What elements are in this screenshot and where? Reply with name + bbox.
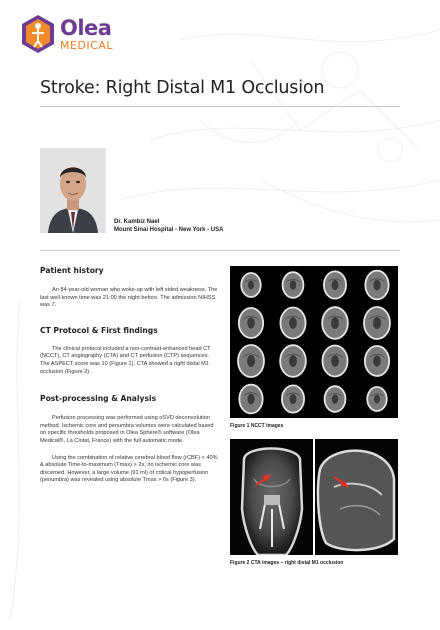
ncct-image-grid: [230, 266, 398, 418]
ncct-slice: [364, 307, 390, 339]
cta-coronal-view: [230, 439, 313, 555]
ncct-slice: [283, 272, 304, 298]
author-photo: [40, 148, 106, 233]
ncct-slice: [280, 308, 305, 339]
section-paragraph: Using the combination of relative cerebral blood flow (rCBF) < 40% & absolute Time-to-maximum (Tmax) > 2s, no ischemic core was discerned. However, a large volume (91 ml) of critical hypoperfusion (penumbra) was revealed using absolute Tmax > 6s (Figure 3).: [40, 454, 218, 484]
logo-subtitle: MEDICAL: [60, 38, 113, 52]
section-paragraph: An 84-year-old woman who woke-up with left sided weakness. The last well known time was 21:00 the night before. The admission NIHSS was 7.: [40, 287, 218, 309]
left-column: [40, 266, 220, 485]
author-name: Dr. Kambiz Nael: [114, 219, 160, 225]
figure-1-caption: Figure 1 NCCT images: [230, 423, 284, 429]
logo-wordmark: Olea: [60, 15, 112, 40]
ncct-slice: [239, 308, 263, 338]
cta-image-pair: [230, 439, 398, 555]
section-heading: Patient history: [40, 266, 104, 275]
ncct-slice: [325, 386, 346, 412]
page-title: Stroke: Right Distal M1 Occlusion: [40, 78, 325, 98]
section-post-processing: [40, 394, 220, 485]
ncct-slice: [324, 271, 346, 298]
ncct-slice: [367, 387, 387, 411]
olea-logo-mark: [20, 14, 56, 54]
title-divider: [40, 106, 400, 107]
ncct-slice: [280, 345, 306, 377]
section-heading: CT Protocol & First findings: [40, 325, 158, 335]
ncct-slice: [365, 271, 388, 300]
section-paragraph: Perfusion processing was performed using oSVD deconvolution method. Ischemic core and penumbra volumes were calculated based on specific thresholds proposed in Olea Sphere® software (Olea Medical®, La Ciotat, France) with the full automatic mode.: [40, 415, 214, 444]
author-block: [114, 218, 223, 234]
ncct-slice: [239, 385, 262, 414]
section-ct-protocol: [40, 326, 220, 376]
section-divider: [40, 250, 400, 251]
cta-axial-view: [315, 439, 398, 555]
olea-logo: [20, 14, 113, 54]
ncct-slice: [241, 273, 261, 297]
section-heading: Post-processing & Analysis: [40, 394, 157, 404]
ncct-slice: [322, 307, 348, 339]
author-affiliation: Mount Sinai Hospital - New York - USA: [114, 227, 224, 233]
section-paragraph: The clinical protocol included a non-contrast-enhanced head CT (NCCT), CT angiography (CTA) and CT perfusion (CTP) sequences. The ASPECT score was 10 (Figure 1), CTA showed a right distal M1 occlusion (Figure 2).: [40, 345, 211, 375]
ncct-slice: [238, 345, 264, 377]
figure-2-caption: Figure 2 CTA images – right distal M1 occlusion: [230, 560, 344, 566]
ncct-slice: [322, 346, 347, 377]
figure-ncct-images: [230, 266, 398, 418]
ncct-slice: [365, 346, 389, 376]
section-patient-history: [40, 266, 220, 310]
ncct-slice: [282, 385, 304, 412]
figure-cta-images: [230, 439, 398, 555]
